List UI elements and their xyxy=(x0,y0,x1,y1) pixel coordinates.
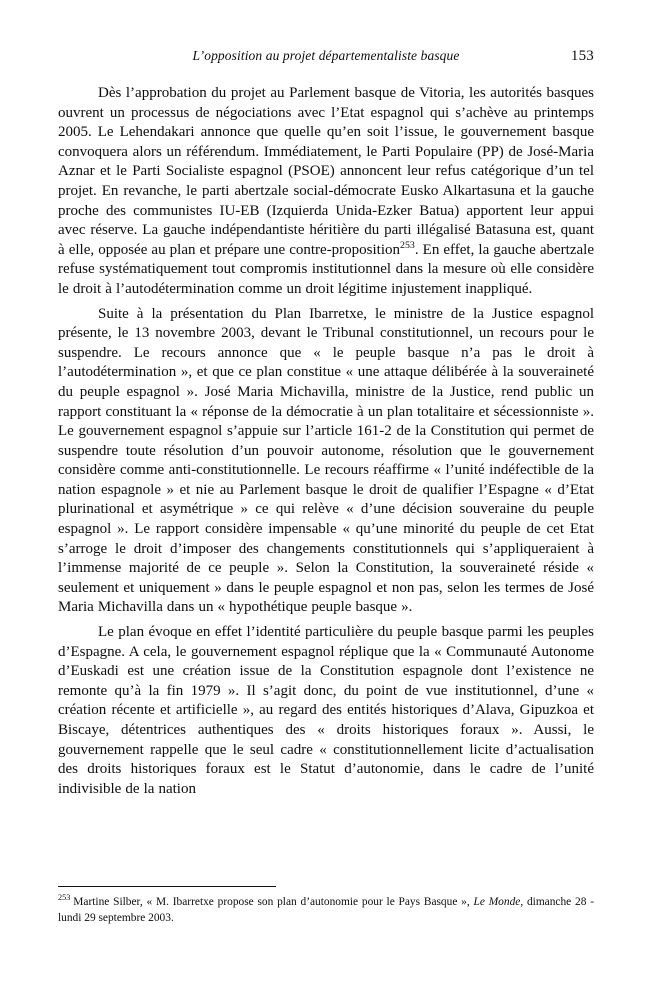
footnote-reference-253[interactable]: 253 xyxy=(400,239,415,251)
footnote-253 xyxy=(58,894,594,926)
footnote-area xyxy=(58,886,594,926)
body-text-block xyxy=(58,84,594,799)
paragraph-3-text: Le plan évoque en effet l’identité particulière du peuple basque parmi les peuples d’Espagne. A cela, le gouvernement espagnol réplique que la « Communauté Autonome d’Euskadi est une création issue de la Constitution espagnole dont l’existence ne remonte qu’à la fin 1979 ». Il s’agit donc, du point de vue institutionnel, d’une « création récente et artificielle », au regard des entités historiques d’Alava, Gipuzkoa et Biscaye, détentrices authentiques des « droits historiques foraux ». Aussi, le gouvernement rappelle que le seul cadre « constitutionnellement licite d’actualisation des droits historiques foraux est le Statut d’autonomie, dans le cadre de l’unité indivisible de la nation xyxy=(58,624,594,797)
paragraph-1-text: Dès l’approbation du projet au Parlement basque de Vitoria, les autorités basques ouvrent un processus de négociations avec l’Etat espagnol qui s’achève au printemps 2005. Le Lehendakari annonce que quelle qu’en soit l’issue, le gouvernement basque convoquera alors un référendum. Immédiatement, le Parti Populaire (PP) de José-Maria Aznar et le Parti Socialiste espagnol (PSOE) annoncent leur refus catégorique d’un tel projet. En revanche, le parti abertzale social-démocrate Eusko Alkartasuna et la gauche proche des communistes IU-EB (Izquierda Unida-Ezker Batua) apportent leur appui avec réserve. La gauche indépendantiste héritière du parti illégalisé Batasuna est, quant à elle, opposée au plan et prépare une contre-proposition xyxy=(58,85,594,258)
running-header xyxy=(58,48,594,68)
paragraph-2 xyxy=(58,305,594,619)
paragraph-1 xyxy=(58,84,594,300)
footnote-separator-rule xyxy=(58,886,276,887)
page-number: 153 xyxy=(570,48,594,64)
paragraph-3 xyxy=(58,623,594,799)
paragraph-2-text: Suite à la présentation du Plan Ibarretxe, le ministre de la Justice espagnol présente, le 13 novembre 2003, devant le Tribunal constitutionnel, un recours pour le suspendre. Le recours annonce que « le peuple basque n’a pas le droit à l’autodétermination », et que ce plan constitue « une attaque délibérée à la souveraineté du peuple espagnol ». José Maria Michavilla, ministre de la Justice, rend public un rapport constituant la « réponse de la démocratie à un plan totalitaire et sécessionniste ». Le gouvernement espagnol s’appuie sur l’article 161-2 de la Constitution qui permet de suspendre toute résolution d’un pouvoir autonome, résolution que le gouvernement considère comme anti-constitutionnelle. Le recours réaffirme « l’unité indéfectible de la nation espagnole » et nie au Parlement basque le droit de qualifier l’Espagne « d’Etat plurinational et asymétrique » ce qui relève « d’une décision souveraine du peuple espagnol ». Le rapport considère impensable « qu’une minorité du peuple de cet Etat s’arroge le droit d’imposer des changements constitutionnels qui s’appliqueraient à l’immense majorité de ce peuple ». Selon la Constitution, la souveraineté réside « seulement et uniquement » dans le peuple espagnol et non pas, selon les termes de José Maria Michavilla dans un « hypothétique peuple basque ». xyxy=(58,305,594,616)
footnote-text-after-title: , dimanche 28 - lundi 29 septembre 2003. xyxy=(58,896,595,925)
paragraph-1-tail: . En effet, la gauche abertzale refuse systématiquement tout compromis institutionnel dans la mesure où elle considère le droit à l’autodétermination comme un droit légitime injustement inappliqué. xyxy=(58,241,594,297)
footnote-text-before-title: Martine Silber, « M. Ibarretxe propose son plan d’autonomie pour le Pays Basque », xyxy=(73,896,474,908)
footnote-source-title: Le Monde xyxy=(473,896,521,908)
running-header-title: L’opposition au projet départementaliste basque xyxy=(192,48,460,63)
footnote-number: 253 xyxy=(58,893,71,903)
